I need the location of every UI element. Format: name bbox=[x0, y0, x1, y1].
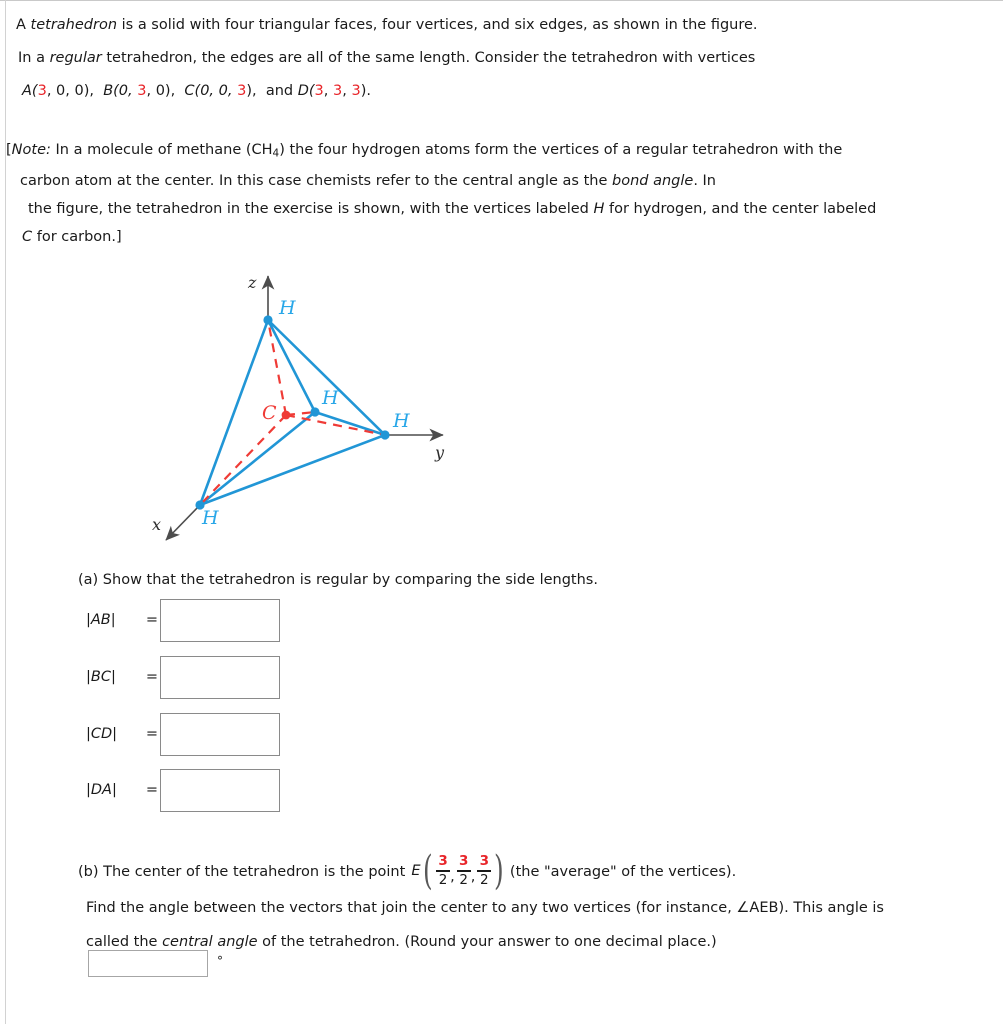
angle-answer-row bbox=[88, 950, 223, 977]
vertex-a-rest: , 0, 0), bbox=[46, 83, 94, 99]
label-bc: |BC| bbox=[86, 669, 116, 685]
vertex-dot-inner bbox=[310, 407, 319, 416]
vertices-and: and bbox=[265, 83, 294, 99]
note-line3-part-a: the figure, the tetrahedron in the exercise is shown, with the vertices labeled bbox=[28, 201, 594, 218]
note-line-2 bbox=[6, 167, 991, 195]
point-comma-1: , bbox=[450, 869, 455, 885]
vertex-c-rest: ), bbox=[246, 83, 257, 99]
part-b-line-2: Find the angle between the vectors that join the center to any two vertices (for instance, ∠AEB). This angle is bbox=[86, 900, 884, 916]
vertex-label-top: H bbox=[279, 297, 296, 319]
vertex-d-comma-1: , bbox=[323, 83, 333, 99]
stem-vertices-line bbox=[16, 75, 976, 108]
top-divider bbox=[0, 0, 1003, 1]
note-line2-part-b: . In bbox=[693, 173, 716, 190]
vertex-c-z: 3 bbox=[237, 83, 247, 99]
center-label: C bbox=[262, 402, 277, 424]
edge-top-inner bbox=[268, 320, 315, 412]
note-line3-part-b: for hydrogen, and the center labeled bbox=[604, 201, 877, 218]
answer-row-ab bbox=[86, 597, 280, 643]
equals-ab: = bbox=[145, 612, 159, 628]
vertex-d-y: 3 bbox=[333, 83, 343, 99]
problem-note bbox=[6, 136, 991, 251]
stem-line1-part-a: A bbox=[16, 17, 31, 33]
label-da: |DA| bbox=[86, 782, 117, 798]
point-comma-2: , bbox=[470, 869, 476, 885]
vertex-b-open: B(0, bbox=[103, 83, 138, 99]
vertex-d-rest: ). bbox=[360, 83, 371, 99]
fraction-y-denominator: 2 bbox=[459, 871, 468, 888]
input-bc[interactable] bbox=[160, 656, 280, 699]
note-line3-h-symbol: H bbox=[593, 201, 605, 218]
y-axis-label: y bbox=[435, 443, 445, 462]
fraction-z-numerator: 3 bbox=[479, 853, 490, 870]
vertex-b-y: 3 bbox=[137, 83, 147, 99]
edge-left-right bbox=[200, 435, 385, 505]
problem-stem bbox=[16, 9, 976, 108]
equals-da: = bbox=[145, 782, 159, 798]
vertex-d-open: D( bbox=[297, 83, 315, 99]
vertex-a-open: A( bbox=[22, 83, 38, 99]
part-b-line1-part-a: (b) The center of the tetrahedron is the point bbox=[78, 864, 406, 880]
center-connector-lines bbox=[200, 320, 385, 505]
part-b-line3-part-b: of the tetrahedron. (Round your answer to one decimal place.) bbox=[257, 934, 717, 950]
vertex-d-x: 3 bbox=[314, 83, 324, 99]
fraction-x-numerator: 3 bbox=[438, 853, 448, 870]
x-axis bbox=[166, 505, 200, 540]
vertex-label-right: H bbox=[393, 410, 410, 432]
stem-line2-part-b: tetrahedron, the edges are all of the same length. Consider the tetrahedron with vertices bbox=[101, 50, 756, 66]
left-paren: ( bbox=[423, 848, 434, 894]
note-line-3 bbox=[6, 195, 991, 223]
note-line4-c-symbol: C bbox=[22, 229, 33, 246]
part-b-line3-part-a: called the bbox=[86, 934, 163, 950]
vertex-b-rest: , 0), bbox=[146, 83, 176, 99]
fraction-z bbox=[477, 854, 491, 888]
part-a-prompt: (a) Show that the tetrahedron is regular by comparing the side lengths. bbox=[78, 572, 598, 588]
part-b-block bbox=[78, 848, 988, 959]
note-line-4 bbox=[6, 223, 991, 251]
note-line-1 bbox=[6, 136, 991, 167]
vertex-c-open: C(0, 0, bbox=[184, 83, 238, 99]
note-keyword: Note: bbox=[11, 142, 51, 158]
answer-row-cd bbox=[86, 711, 280, 757]
vertex-label-left: H bbox=[202, 507, 219, 529]
vertex-d-z: 3 bbox=[351, 83, 361, 99]
note-line2-emphasis: bond angle bbox=[612, 173, 694, 190]
z-axis-label: z bbox=[248, 273, 257, 292]
vertex-d-comma-2: , bbox=[342, 83, 352, 99]
input-da[interactable] bbox=[160, 769, 280, 812]
center-point-expression bbox=[411, 848, 507, 894]
input-central-angle[interactable] bbox=[88, 950, 208, 977]
fraction-y bbox=[457, 854, 471, 888]
part-b-line1-part-b: (the "average" of the vertices). bbox=[509, 864, 737, 880]
fraction-x-denominator: 2 bbox=[438, 871, 448, 888]
note-open-bracket: [ bbox=[6, 142, 12, 158]
equals-bc: = bbox=[145, 669, 159, 685]
vertex-a-x: 3 bbox=[37, 83, 47, 99]
vertex-label-inner: H bbox=[322, 387, 339, 409]
stem-line-2 bbox=[16, 42, 976, 75]
answer-row-da bbox=[86, 767, 280, 813]
part-b-line-1 bbox=[78, 848, 988, 894]
center-dot bbox=[282, 411, 291, 420]
part-b-line3-emphasis: central angle bbox=[162, 934, 258, 950]
fraction-x bbox=[436, 854, 450, 888]
degree-symbol: ° bbox=[217, 953, 223, 968]
answer-row-bc bbox=[86, 654, 280, 700]
stem-line2-part-a: In a bbox=[18, 50, 50, 66]
stem-line-1 bbox=[16, 9, 976, 42]
fraction-z-denominator: 2 bbox=[480, 871, 489, 888]
point-name-e: E bbox=[411, 863, 421, 879]
x-axis-label: x bbox=[152, 515, 162, 534]
note-line4-part-b: for carbon.] bbox=[32, 229, 122, 246]
fraction-y-numerator: 3 bbox=[459, 853, 469, 870]
vertex-dot-right bbox=[380, 430, 389, 439]
methane-subscript: 4 bbox=[272, 147, 280, 160]
label-ab: |AB| bbox=[86, 612, 116, 628]
note-line1-part-b: ) the four hydrogen atoms form the vertices of a regular tetrahedron with the bbox=[279, 142, 843, 158]
note-line1-part-a: In a molecule of methane (CH bbox=[50, 142, 273, 158]
input-ab[interactable] bbox=[160, 599, 280, 642]
center-to-left bbox=[200, 415, 286, 505]
note-line2-part-a: carbon atom at the center. In this case chemists refer to the central angle as the bbox=[20, 173, 612, 190]
right-paren: ) bbox=[494, 848, 504, 894]
equals-cd: = bbox=[145, 726, 159, 742]
label-cd: |CD| bbox=[86, 726, 118, 742]
tetrahedron-figure bbox=[140, 262, 470, 557]
stem-line1-emphasis: tetrahedron bbox=[30, 17, 118, 33]
input-cd[interactable] bbox=[160, 713, 280, 756]
stem-line2-emphasis: regular bbox=[49, 50, 102, 66]
vertex-dot-top bbox=[263, 315, 272, 324]
stem-line1-part-b: is a solid with four triangular faces, four vertices, and six edges, as shown in the figure. bbox=[117, 17, 758, 33]
